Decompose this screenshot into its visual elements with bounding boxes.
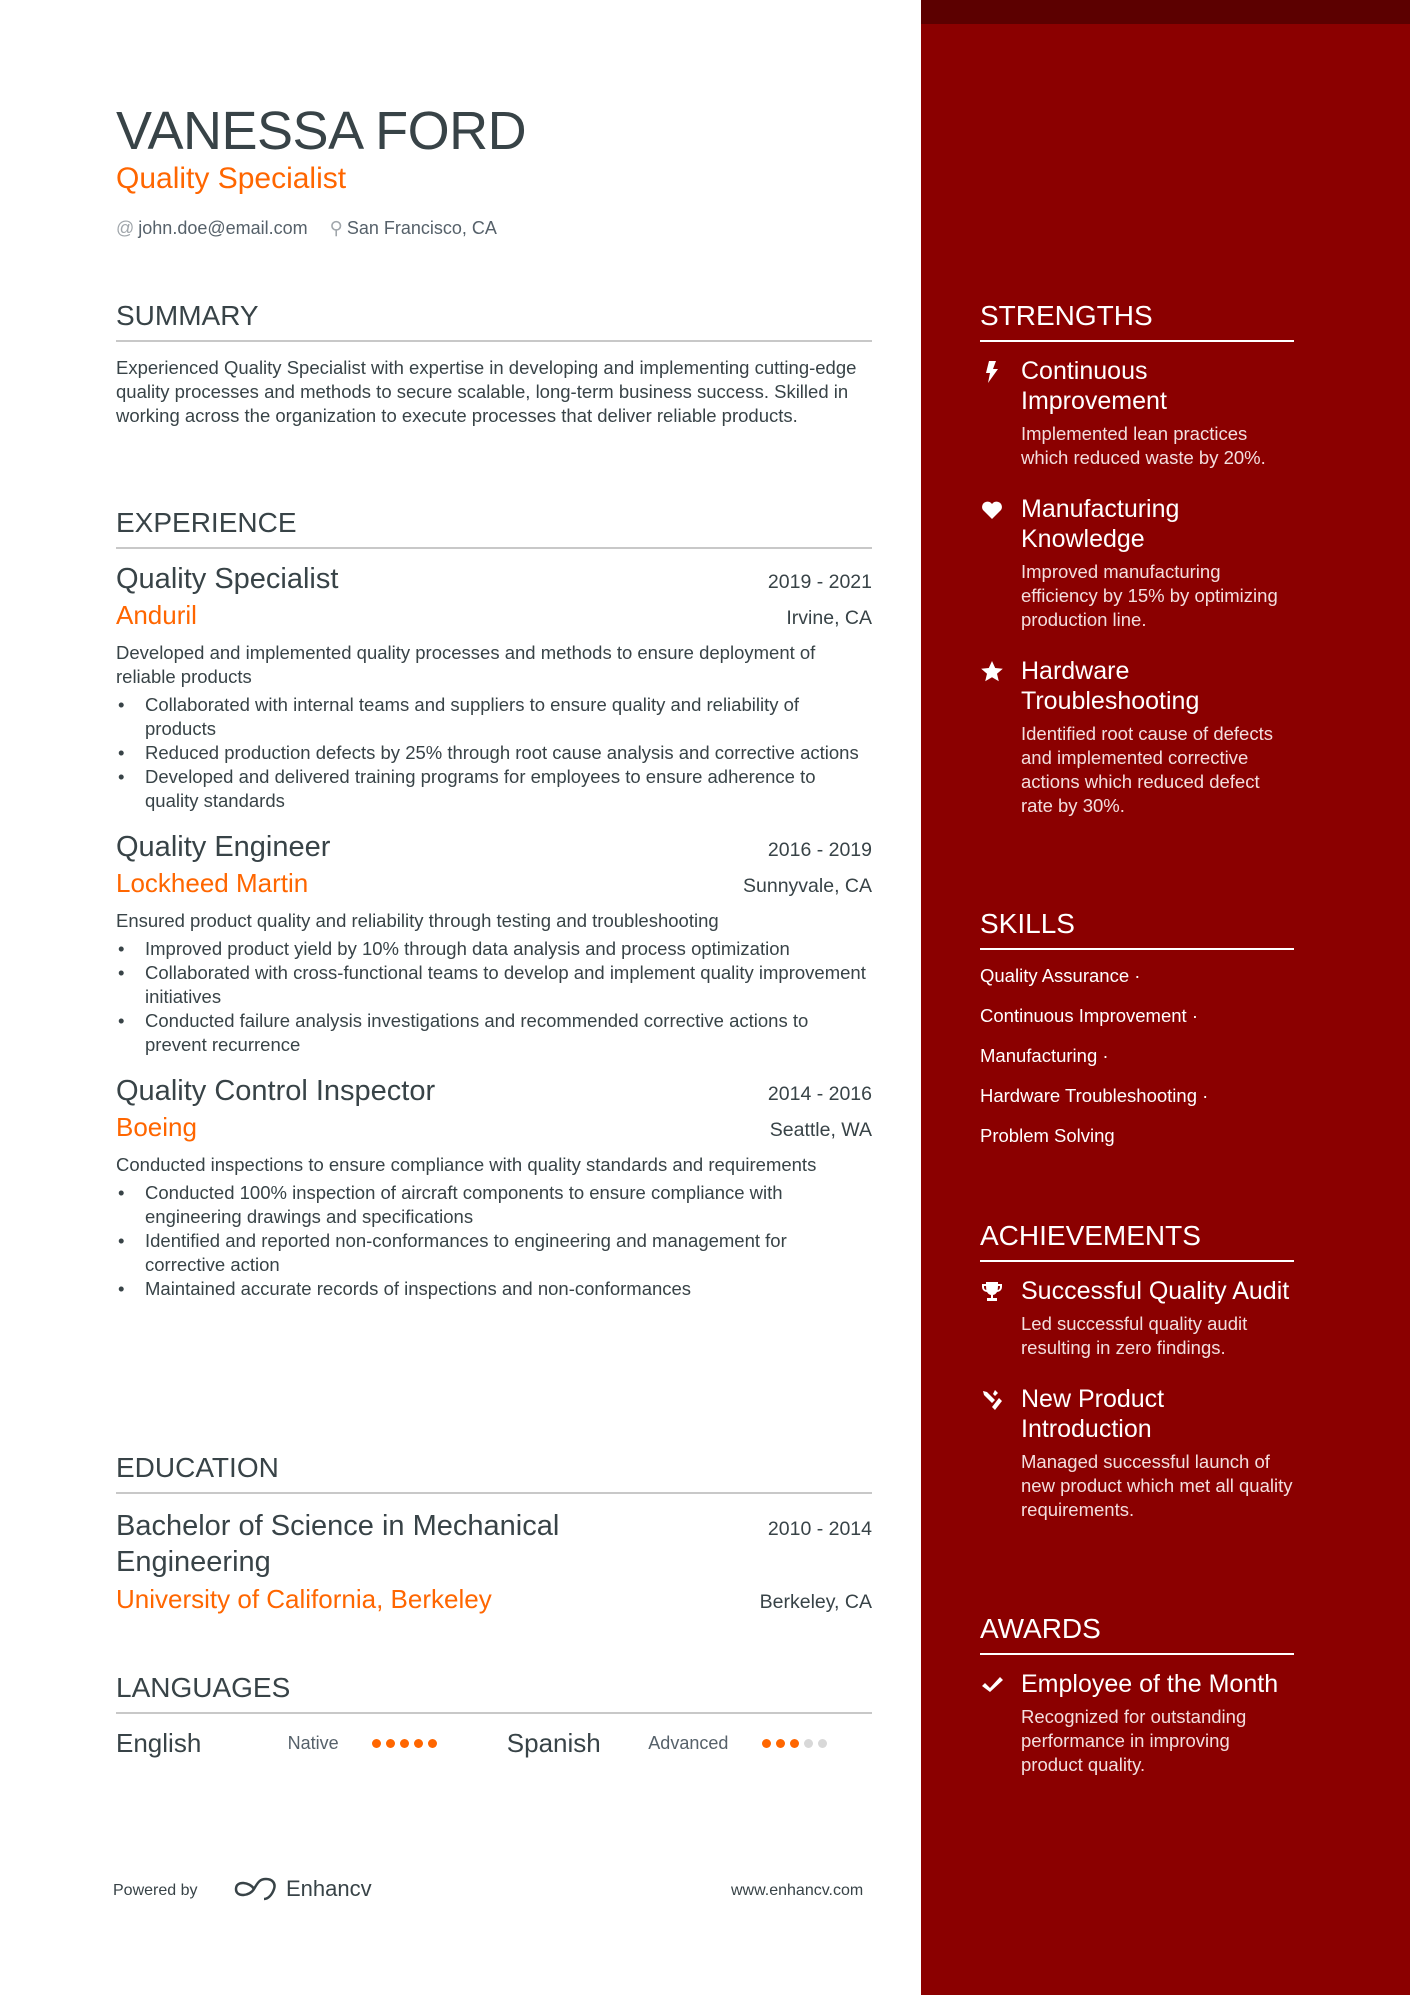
- rating-dot: [818, 1739, 827, 1748]
- list-item: [980, 1276, 1294, 1360]
- section-heading: AWARDS: [980, 1613, 1294, 1655]
- job-description: Conducted inspections to ensure compliance with quality standards and requirements: [116, 1154, 817, 1175]
- bullet-item: • Collaborated with cross-functional teams to develop and implement quality improvement initiatives: [116, 961, 872, 1009]
- item-body: [1021, 356, 1294, 470]
- company-name: Lockheed Martin: [116, 868, 309, 898]
- job-dates: 2014 - 2016: [767, 1083, 872, 1105]
- rating-dot: [372, 1739, 381, 1748]
- rating-dot: [414, 1739, 423, 1748]
- language-level: Native: [287, 1733, 339, 1753]
- job-company-row: [116, 600, 872, 631]
- check-icon: [980, 1669, 1021, 1777]
- language-rating: [372, 1739, 507, 1748]
- candidate-title: Quality Specialist: [116, 162, 347, 195]
- education-location: Berkeley, CA: [759, 1591, 872, 1613]
- at-icon: @: [116, 218, 135, 238]
- skill-item: Problem Solving: [980, 1125, 1115, 1146]
- bullet-item: • Conducted failure analysis investigations and recommended corrective actions to prevent recurrence: [116, 1009, 872, 1057]
- powered-by: Powered by: [113, 1882, 198, 1899]
- rating-dot: [762, 1739, 771, 1748]
- section-heading: LANGUAGES: [116, 1672, 872, 1714]
- job-company-row: [116, 1112, 872, 1143]
- star-icon: [980, 656, 1021, 818]
- job-entry: [116, 831, 872, 1057]
- enhancv-logo-icon: [232, 1877, 278, 1901]
- location-pin-icon: ⚲: [329, 218, 343, 238]
- rating-dot: [428, 1739, 437, 1748]
- website-link[interactable]: www.enhancv.com: [731, 1882, 864, 1899]
- job-dates: 2016 - 2019: [767, 839, 872, 861]
- experience-section: [116, 507, 872, 1319]
- job-bullets: [116, 693, 872, 813]
- bullet-item: • Conducted 100% inspection of aircraft components to ensure compliance with engineering drawings and specifications: [116, 1181, 872, 1229]
- language-level: Advanced: [648, 1733, 729, 1753]
- item-description: Improved manufacturing efficiency by 15% by optimizing production line.: [1021, 561, 1278, 630]
- job-dates: 2019 - 2021: [767, 571, 872, 593]
- bullet-item: • Developed and delivered training programs for employees to ensure adherence to quality standards: [116, 765, 872, 813]
- list-item: [980, 656, 1294, 818]
- rating-dot: [386, 1739, 395, 1748]
- skill-item: Continuous Improvement ·: [980, 1005, 1198, 1026]
- item-body: [1021, 1276, 1294, 1360]
- achievements-section: [980, 1220, 1294, 1546]
- candidate-name: VANESSA FORD: [116, 101, 527, 161]
- job-location: Irvine, CA: [786, 607, 872, 629]
- contact-row: [116, 218, 497, 239]
- degree: Bachelor of Science in Mechanical Engineering: [116, 1510, 560, 1578]
- enhancv-logo[interactable]: [232, 1876, 372, 1902]
- item-body: [1021, 1669, 1294, 1777]
- job-description: Developed and implemented quality processes and methods to ensure deployment of reliable products: [116, 642, 816, 687]
- job-header: [116, 831, 872, 864]
- bullet-item: • Improved product yield by 10% through data analysis and process optimization: [116, 937, 872, 961]
- bullet-item: • Reduced production defects by 25% through root cause analysis and corrective actions: [116, 741, 872, 765]
- section-heading: EXPERIENCE: [116, 507, 872, 549]
- job-location: Seattle, WA: [769, 1119, 872, 1141]
- summary-text: Experienced Quality Specialist with expertise in developing and implementing cutting-edge quality processes and methods to secure scalable, long-term business success. Skilled in working across the organization to execute processes that deliver reliable products.: [116, 357, 857, 426]
- rating-dot: [790, 1739, 799, 1748]
- item-description: Recognized for outstanding performance in improving product quality.: [1021, 1706, 1247, 1775]
- item-title: New Product Introduction: [1021, 1385, 1165, 1443]
- strengths-section: [980, 300, 1294, 842]
- email[interactable]: [116, 218, 308, 239]
- list-item: [980, 356, 1294, 470]
- item-body: [1021, 656, 1294, 818]
- job-bullets: [116, 937, 872, 1057]
- section-heading: ACHIEVEMENTS: [980, 1220, 1294, 1262]
- section-heading: SUMMARY: [116, 300, 872, 342]
- item-title: Employee of the Month: [1021, 1670, 1279, 1698]
- section-heading: STRENGTHS: [980, 300, 1294, 342]
- languages-list: [116, 1728, 872, 1759]
- skill-item: Hardware Troubleshooting ·: [980, 1085, 1209, 1106]
- skill-item: Manufacturing ·: [980, 1045, 1109, 1066]
- location-text: San Francisco, CA: [346, 218, 497, 238]
- bullet-item: • Collaborated with internal teams and suppliers to ensure quality and reliability of products: [116, 693, 872, 741]
- item-description: Managed successful launch of new product which met all quality requirements.: [1021, 1451, 1293, 1520]
- job-company-row: [116, 868, 872, 899]
- education-dates: 2010 - 2014: [767, 1518, 872, 1540]
- job-description: Ensured product quality and reliability through testing and troubleshooting: [116, 910, 719, 931]
- bullet-item: • Identified and reported non-conformances to engineering and management for corrective action: [116, 1229, 872, 1277]
- job-title: Quality Engineer: [116, 831, 331, 863]
- job-entry: [116, 1075, 872, 1301]
- job-header: [116, 1075, 872, 1108]
- list-item: [980, 494, 1294, 632]
- job-header: [116, 563, 872, 596]
- company-name: Boeing: [116, 1112, 197, 1142]
- item-body: [1021, 494, 1294, 632]
- item-description: Identified root cause of defects and implemented corrective actions which reduced defect rate by 30%.: [1021, 723, 1273, 816]
- language-name: English: [116, 1728, 202, 1758]
- item-description: Led successful quality audit resulting in zero findings.: [1021, 1313, 1248, 1358]
- languages-section: [116, 1672, 872, 1759]
- job-bullets: [116, 1181, 872, 1301]
- list-item: [980, 1384, 1294, 1522]
- section-heading: SKILLS: [980, 908, 1294, 950]
- awards-section: [980, 1613, 1294, 1801]
- tools-icon: [980, 1384, 1021, 1522]
- sidebar-top-bar: [921, 0, 1410, 24]
- rating-dot: [400, 1739, 409, 1748]
- heart-icon: [980, 494, 1021, 632]
- list-item: [980, 1669, 1294, 1777]
- section-heading: EDUCATION: [116, 1452, 872, 1494]
- item-body: [1021, 1384, 1294, 1522]
- item-title: Hardware Troubleshooting: [1021, 657, 1200, 715]
- skill-item: Quality Assurance ·: [980, 965, 1141, 986]
- job-location: Sunnyvale, CA: [743, 875, 872, 897]
- email-text: john.doe@email.com: [138, 218, 308, 238]
- rating-dot: [776, 1739, 785, 1748]
- language-rating: [762, 1739, 872, 1748]
- item-title: Continuous Improvement: [1021, 357, 1167, 415]
- job-title: Quality Specialist: [116, 563, 339, 595]
- bolt-icon: [980, 356, 1021, 470]
- item-title: Manufacturing Knowledge: [1021, 495, 1180, 553]
- school: University of California, Berkeley: [116, 1584, 492, 1614]
- skills-section: [980, 908, 1294, 1164]
- location: [330, 218, 497, 239]
- job-entry: [116, 563, 872, 813]
- item-description: Implemented lean practices which reduced waste by 20%.: [1021, 423, 1266, 468]
- brand-name: Enhancv: [286, 1876, 372, 1901]
- company-name: Anduril: [116, 600, 197, 630]
- education-section: [116, 1452, 872, 1615]
- summary-section: [116, 300, 872, 428]
- job-title: Quality Control Inspector: [116, 1075, 436, 1107]
- bullet-item: • Maintained accurate records of inspections and non-conformances: [116, 1277, 872, 1301]
- trophy-icon: [980, 1276, 1021, 1360]
- language-name: Spanish: [506, 1728, 601, 1758]
- rating-dot: [804, 1739, 813, 1748]
- item-title: Successful Quality Audit: [1021, 1277, 1290, 1305]
